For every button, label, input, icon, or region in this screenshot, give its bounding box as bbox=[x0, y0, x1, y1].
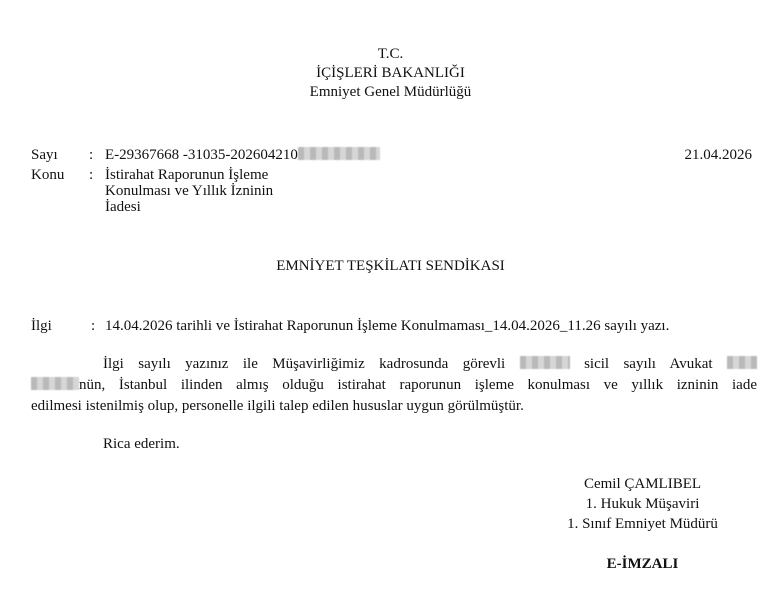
ilgi-text: 14.04.2026 tarihli ve İstirahat Raporunun İşleme Konulmaması_14.04.2026_11.26 sayılı yazı. bbox=[105, 318, 670, 334]
ilgi-label: İlgi bbox=[31, 318, 52, 334]
closing: Rica ederim. bbox=[103, 436, 180, 452]
sayi-colon: : bbox=[89, 147, 94, 163]
konu-label: Konu bbox=[31, 167, 65, 183]
signer-name: Cemil ÇAMLIBEL bbox=[583, 476, 702, 492]
konu-value bbox=[105, 167, 273, 215]
konu-line: İadesi bbox=[105, 199, 141, 215]
body-part-2: sicil sayılı Avukat bbox=[584, 356, 713, 372]
sayi-label: Sayı bbox=[31, 147, 58, 163]
signer-title-1: 1. Hukuk Müşaviri bbox=[585, 496, 700, 512]
body-line-2 bbox=[31, 375, 757, 396]
signer-title-2: 1. Sınıf Emniyet Müdürü bbox=[567, 516, 718, 532]
addressee: EMNİYET TEŞKİLATI SENDİKASI bbox=[276, 258, 505, 274]
sayi-row bbox=[31, 147, 58, 163]
redacted-sicil bbox=[520, 356, 570, 369]
body-part-3: nün, İstanbul ilinden almış olduğu istirahat raporunun işleme konulması ve yıllık izninin iade bbox=[79, 377, 757, 393]
signature-block bbox=[545, 474, 740, 534]
konu-line: İstirahat Raporunun İşleme bbox=[105, 167, 269, 183]
redacted-number bbox=[298, 147, 380, 160]
e-imza-label: E-İMZALI bbox=[606, 556, 679, 572]
body-line-3 bbox=[31, 396, 757, 417]
document-date: 21.04.2026 bbox=[684, 147, 752, 163]
redacted-surname bbox=[31, 377, 79, 390]
header-tc: T.C. bbox=[377, 46, 404, 62]
sayi-value-wrap bbox=[105, 147, 380, 163]
header-ministry: İÇİŞLERİ BAKANLIĞI bbox=[316, 65, 465, 81]
redacted-name bbox=[727, 356, 757, 369]
sayi-value: E-29367668 -31035-202604210 bbox=[105, 147, 298, 163]
ilgi-colon: : bbox=[91, 318, 96, 334]
body-line-1 bbox=[31, 354, 757, 375]
document-header bbox=[0, 45, 781, 102]
konu-colon: : bbox=[89, 167, 94, 183]
konu-line: Konulması ve Yıllık İzninin bbox=[105, 183, 274, 199]
body-part-4: edilmesi istenilmiş olup, personelle ilgili talep edilen hususlar uygun görülmüştür. bbox=[31, 398, 524, 414]
body-paragraph bbox=[31, 354, 757, 417]
body-part-1: İlgi sayılı yazınız ile Müşavirliğimiz kadrosunda görevli bbox=[103, 356, 506, 372]
header-directorate: Emniyet Genel Müdürlüğü bbox=[309, 84, 472, 100]
